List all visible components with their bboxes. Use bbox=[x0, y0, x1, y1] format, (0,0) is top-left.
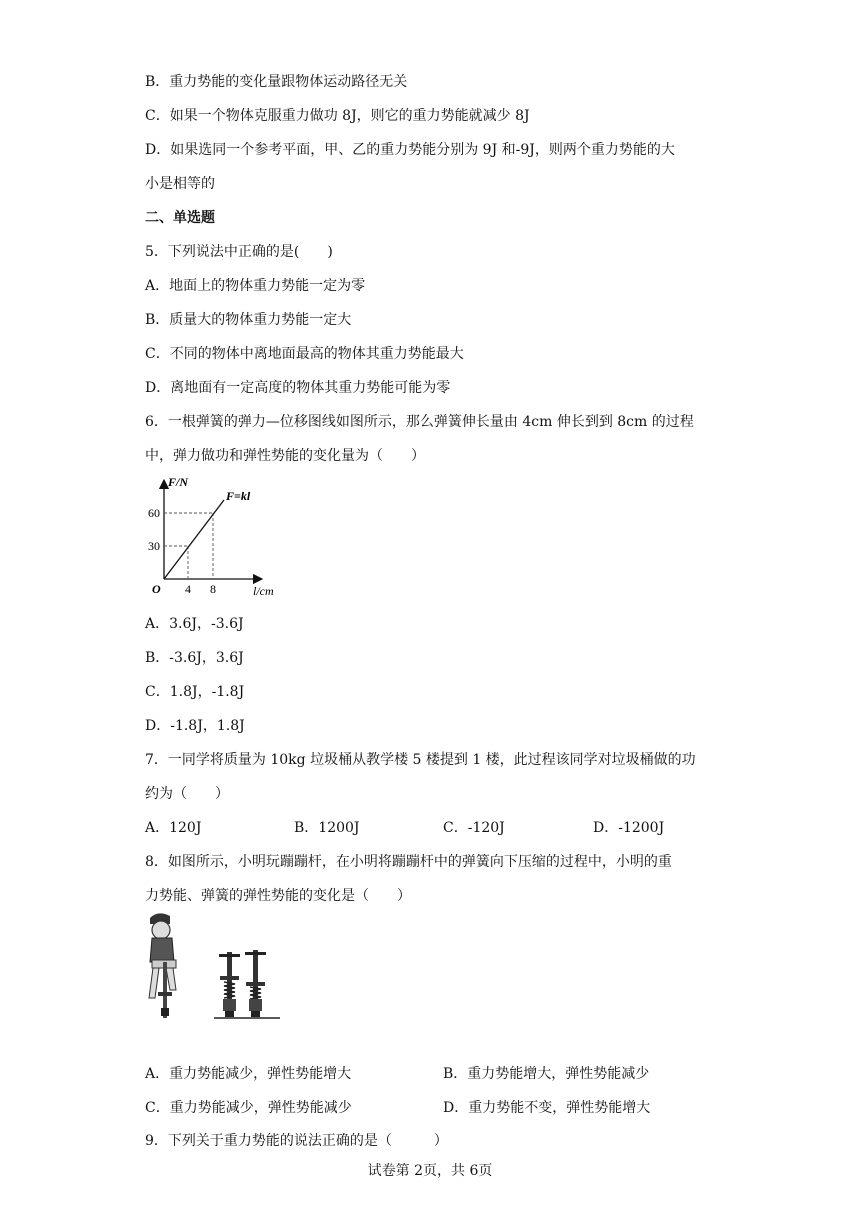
q7-option-c: C．-120J bbox=[443, 820, 505, 836]
q7-option-a: A．120J bbox=[145, 820, 202, 836]
x-tick-4: 4 bbox=[185, 582, 191, 596]
q6-option-a: A．3.6J，-3.6J bbox=[145, 616, 244, 632]
section-heading: 二、单选题 bbox=[145, 210, 215, 226]
y-axis-label: F/N bbox=[168, 475, 189, 489]
q8-option-b: B．重力势能增大，弹性势能减少 bbox=[443, 1066, 650, 1082]
q5-option-b: B．质量大的物体重力势能一定大 bbox=[145, 312, 352, 328]
q6-stem-line1: 6．一根弹簧的弹力—位移图线如图所示，那么弹簧伸长量由 4cm 伸长到到 8cm 的过程 bbox=[145, 414, 694, 430]
origin-label: O bbox=[152, 582, 161, 596]
x-axis-label: l/cm bbox=[253, 584, 274, 598]
q8-option-d: D．重力势能不变，弹性势能增大 bbox=[443, 1100, 651, 1116]
boy-figure bbox=[149, 913, 176, 1018]
x-tick-8: 8 bbox=[210, 582, 216, 596]
q5-option-a: A．地面上的物体重力势能一定为零 bbox=[145, 278, 366, 294]
q5-option-c: C．不同的物体中离地面最高的物体其重力势能最大 bbox=[145, 346, 464, 362]
q5-stem: 5．下列说法中正确的是( ) bbox=[145, 244, 333, 260]
q8-option-c: C．重力势能减少，弹性势能减少 bbox=[145, 1100, 352, 1116]
force-line bbox=[164, 500, 224, 579]
y-tick-60: 60 bbox=[148, 506, 160, 520]
q6-stem-line2: 中，弹力做功和弹性势能的变化量为（ ） bbox=[145, 448, 425, 464]
page-footer: 试卷第 2页，共 6页 bbox=[367, 1163, 493, 1179]
q8-stem-line2: 力势能、弹簧的弹性势能的变化是（ ） bbox=[145, 888, 411, 904]
pogo-stick-uncompressed bbox=[219, 952, 240, 1017]
q7-option-b: B．1200J bbox=[294, 820, 360, 836]
pogo-stick-illustration bbox=[140, 910, 290, 1022]
q9-stem: 9．下列关于重力势能的说法正确的是（ ） bbox=[145, 1133, 448, 1149]
q7-option-d: D．-1200J bbox=[593, 820, 665, 836]
formula-label: F=kl bbox=[226, 489, 251, 503]
y-tick-30: 30 bbox=[148, 539, 160, 553]
q4-option-d-line1: D．如果选同一个参考平面，甲、乙的重力势能分别为 9J 和-9J，则两个重力势能的大 bbox=[145, 142, 675, 158]
force-displacement-graph bbox=[140, 472, 290, 602]
q6-option-c: C．1.8J，-1.8J bbox=[145, 684, 245, 700]
q4-option-d-line2: 小是相等的 bbox=[145, 176, 215, 192]
q7-stem-line1: 7．一同学将质量为 10kg 垃圾桶从教学楼 5 楼提到 1 楼，此过程该同学对垃圾桶做的功 bbox=[145, 752, 696, 768]
q4-option-b: B．重力势能的变化量跟物体运动路径无关 bbox=[145, 74, 408, 90]
q8-stem-line1: 8．如图所示，小明玩蹦蹦杆，在小明将蹦蹦杆中的弹簧向下压缩的过程中，小明的重 bbox=[145, 854, 672, 870]
pogo-stick-compressed bbox=[245, 950, 266, 1017]
q6-option-b: B．-3.6J，3.6J bbox=[145, 650, 244, 666]
q4-option-c: C．如果一个物体克服重力做功 8J，则它的重力势能就减少 8J bbox=[145, 108, 530, 124]
q7-stem-line2: 约为（ ） bbox=[145, 786, 229, 802]
q5-option-d: D．离地面有一定高度的物体其重力势能可能为零 bbox=[145, 380, 451, 396]
q6-option-d: D．-1.8J，1.8J bbox=[145, 718, 245, 734]
q8-option-a: A．重力势能减少，弹性势能增大 bbox=[145, 1066, 352, 1082]
